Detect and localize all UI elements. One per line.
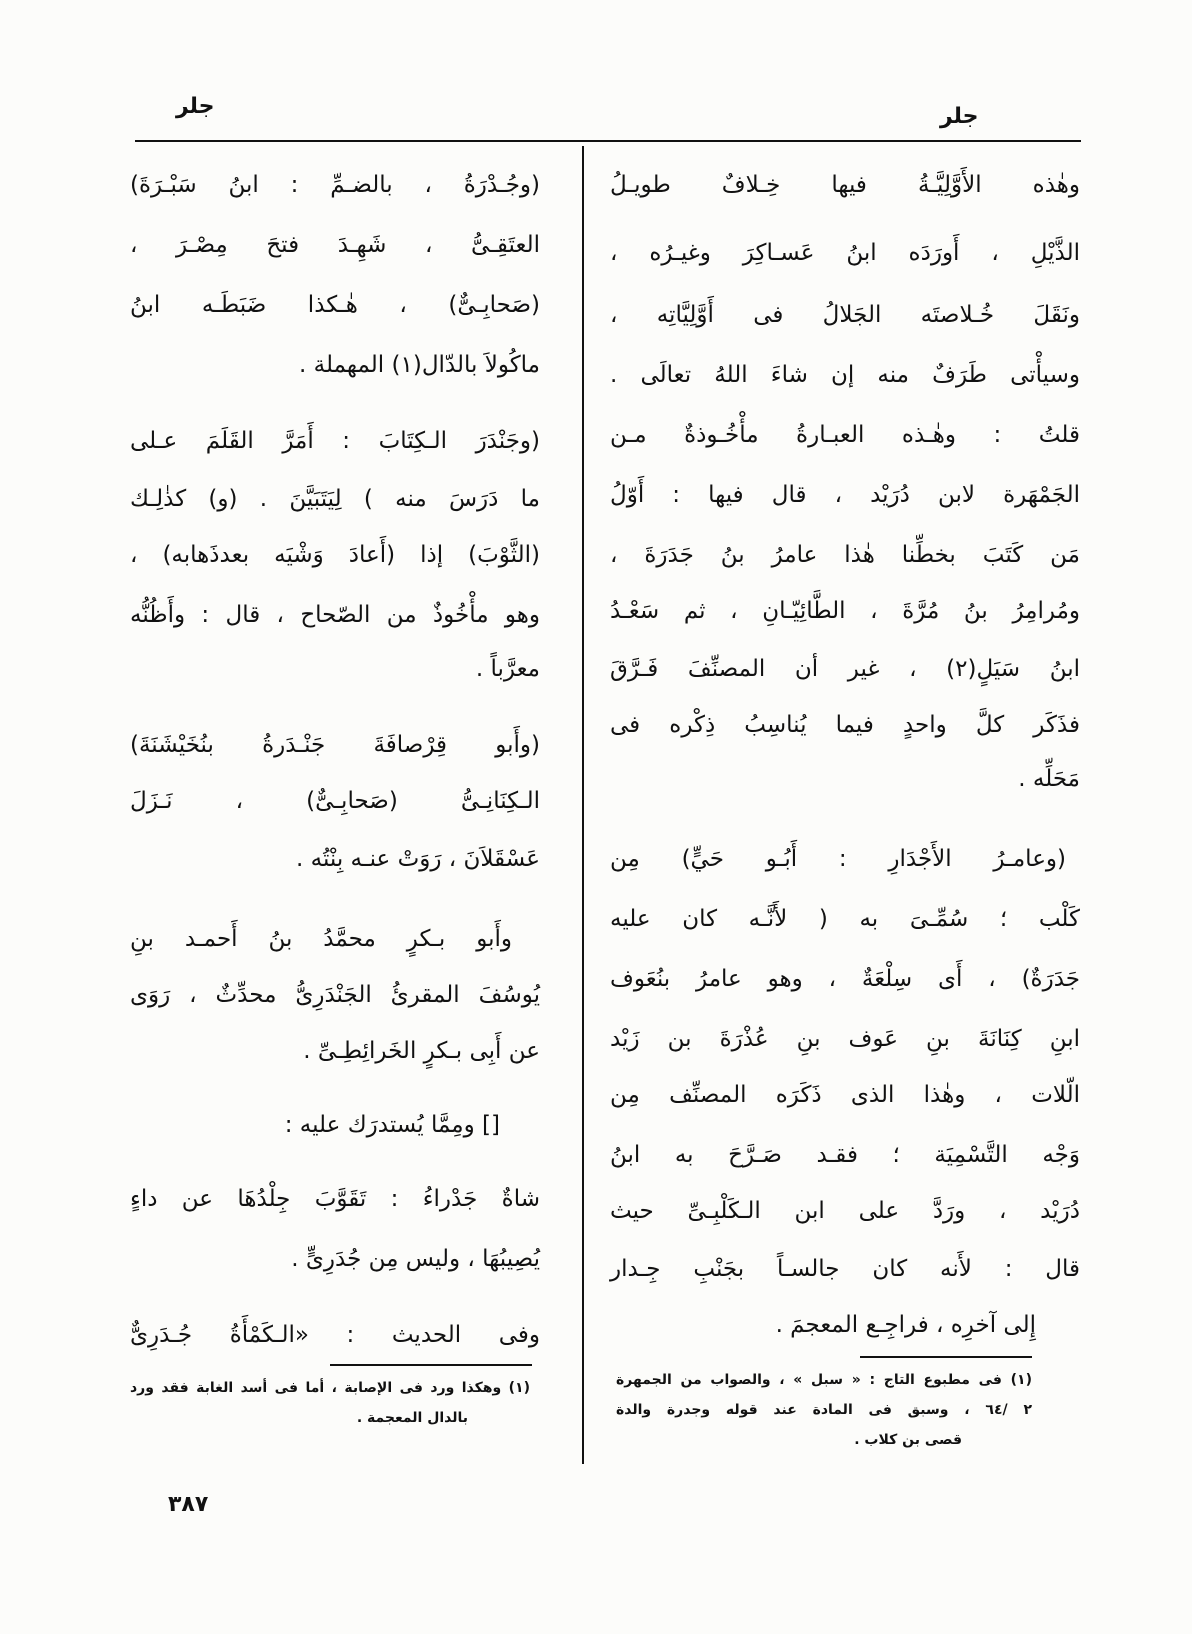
text-line: وهو مأْخُوذٌ من الصّحاح ، قال : وأَظُنُّه — [130, 602, 540, 628]
text-line: الّلات ، وهٰذا الذى ذَكَرَه المصنِّف مِن — [610, 1082, 1080, 1108]
text-line: قلتُ : وهٰـذه العبـارةُ مأْخُـوذةٌ مـن — [610, 422, 1080, 448]
text-line: وسيأْتى طَرَفٌ منه إن شاءَ اللهُ تعالَى . — [610, 362, 1080, 388]
text-line: (وأَبو قِرْصافَةَ جَنْـدَرةُ بنُخَيْشَنَةَ) — [130, 732, 540, 758]
text-line: العتَقِـىُّ ، شَهِـدَ فتحَ مِصْـرَ ، — [130, 232, 540, 258]
text-line: (وجُـدْرَةُ ، بالضـمِّ : ابنُ سَبْـرَةَ) — [130, 172, 540, 198]
text-line: ما دَرَسَ منه ) لِيَتَبَيَّنَ . (و) كذٰلِـك — [130, 486, 540, 512]
text-line: وأَبو بـكرٍ محمَّدُ بنُ أَحمـد بنِ — [130, 926, 512, 952]
text-line: وفى الحديث : «الـكَمْأَةُ جُـدَرِىٌّ — [130, 1322, 540, 1348]
text-line: وهٰذه الأَوَّلِيَّـةُ فيها خِـلافٌ طويـلُ — [610, 172, 1080, 198]
text-line: [] ومِمَّا يُستدرَك عليه : — [284, 1112, 500, 1138]
text-line: ماكُولاَ بالدّال(١) المهملة . — [299, 352, 540, 378]
text-line: عن أَبِى بـكرٍ الخَرائِطِـىِّ . — [303, 1038, 540, 1064]
text-line: إِلى آخرِه ، فراجِـع المعجمَ . — [775, 1312, 1036, 1338]
text-line: كَلْب ؛ سُمِّـىَ به ( لأَنَّـه كان عليه — [610, 906, 1080, 932]
running-header-left: جلر — [176, 94, 215, 119]
text-line: فذَكَر كلَّ واحدٍ فيما يُناسِبُ ذِكْره فى — [610, 712, 1080, 738]
text-line: (وجَنْدَرَ الـكِتَابَ : أَمَرَّ القَلَمَ عـلى — [130, 428, 540, 454]
footnote-rule — [330, 1364, 532, 1366]
right-column — [610, 0, 1080, 1634]
footnote-line: (١) وهكذا ورد فى الإصابة ، أما فى أسد الغابة فقد ورد — [130, 1380, 530, 1396]
footnote-line: ٢ /٦٤ ، وسبق فى المادة عند قوله وجدرة والدة — [616, 1402, 1032, 1418]
text-line: عَسْقَلاَنَ ، رَوَتْ عنـه بِنْتُه . — [296, 846, 540, 872]
text-line: ومُرامِرُ بنُ مُرَّةَ ، الطَّائِيّـانِ ، ثم سَعْـدُ — [610, 598, 1080, 624]
text-line: وَجْه التَّسْمِيَة ؛ فقـد صَـرَّحَ به ابنُ — [610, 1142, 1080, 1168]
text-line: (وعامـرُ الأَجْدَارِ : أَبُـو حَيٍّ) مِن — [610, 846, 1066, 872]
text-line: مَحَلِّه . — [1018, 766, 1080, 792]
text-line: يُوسُفَ المقرئُ الجَنْدَرِىُّ محدِّثٌ ، رَوَى — [130, 982, 540, 1008]
text-line: شاةٌ جَدْراءُ : تَقَوَّبَ جِلْدُهَا عن داءٍ — [130, 1186, 540, 1212]
text-line: الجَمْهَرة لابن دُرَيْد ، قال فيها : أَوّلُ — [610, 482, 1080, 508]
footnote-line: بالدال المعجمة . — [356, 1410, 468, 1426]
text-line: معرَّباً . — [475, 656, 540, 682]
text-line: مَن كَتَبَ بخطِّنا هٰذا عامرُ بنُ جَدَرَةَ ، — [610, 542, 1080, 568]
footnote-line: قصى بن كلاب . — [854, 1432, 962, 1448]
text-line: دُرَيْد ، ورَدَّ على ابن الـكَلْبِـىِّ حيث — [610, 1198, 1080, 1224]
text-line: يُصِيبُهَا ، وليس مِن جُدَرِىٍّ . — [291, 1246, 540, 1272]
running-header-right: جلر — [940, 104, 979, 129]
text-line: الذَّيْلِ ، أَورَدَه ابنُ عَسـاكِرَ وغيـرُه ، — [610, 240, 1080, 266]
text-line: (الثَّوْبَ) إذا (أَعادَ وَشْيَه بعدذَهابه) ، — [130, 542, 540, 568]
text-line: ابنِ كِنَانَةَ بنِ عَوف بنِ عُذْرَةَ بن زَيْد — [610, 1026, 1080, 1052]
text-line: جَدَرَةٌ) ، أَى سِلْعَةٌ ، وهو عامرُ بنُعَوف — [610, 966, 1080, 992]
column-divider — [582, 146, 584, 1464]
footnote-line: (١) فى مطبوع التاج : « سبل » ، والصواب من الجمهرة — [616, 1372, 1032, 1388]
left-column — [130, 0, 540, 1634]
text-line: ابنُ سَيَلٍ(٢) ، غير أن المصنِّفَ فَـرَّقَ — [610, 656, 1080, 682]
page-number: ٣٨٧ — [168, 1492, 209, 1517]
text-line: الـكِنَانِـىُّ (صَحابِـىٌّ) ، نَـزَلَ — [130, 788, 540, 814]
text-line: (صَحابِـىٌّ) ، هٰـكذا ضَبَطَـه ابنُ — [130, 292, 540, 318]
text-line: ونَقَلَ خُـلاصتَه الجَلالُ فى أَوَّلِيَّاتِه ، — [610, 302, 1080, 328]
footnote-rule — [860, 1356, 1032, 1358]
text-line: قال : لأَنه كان جالسـاً بجَنْبِ جِـدار — [610, 1256, 1080, 1282]
